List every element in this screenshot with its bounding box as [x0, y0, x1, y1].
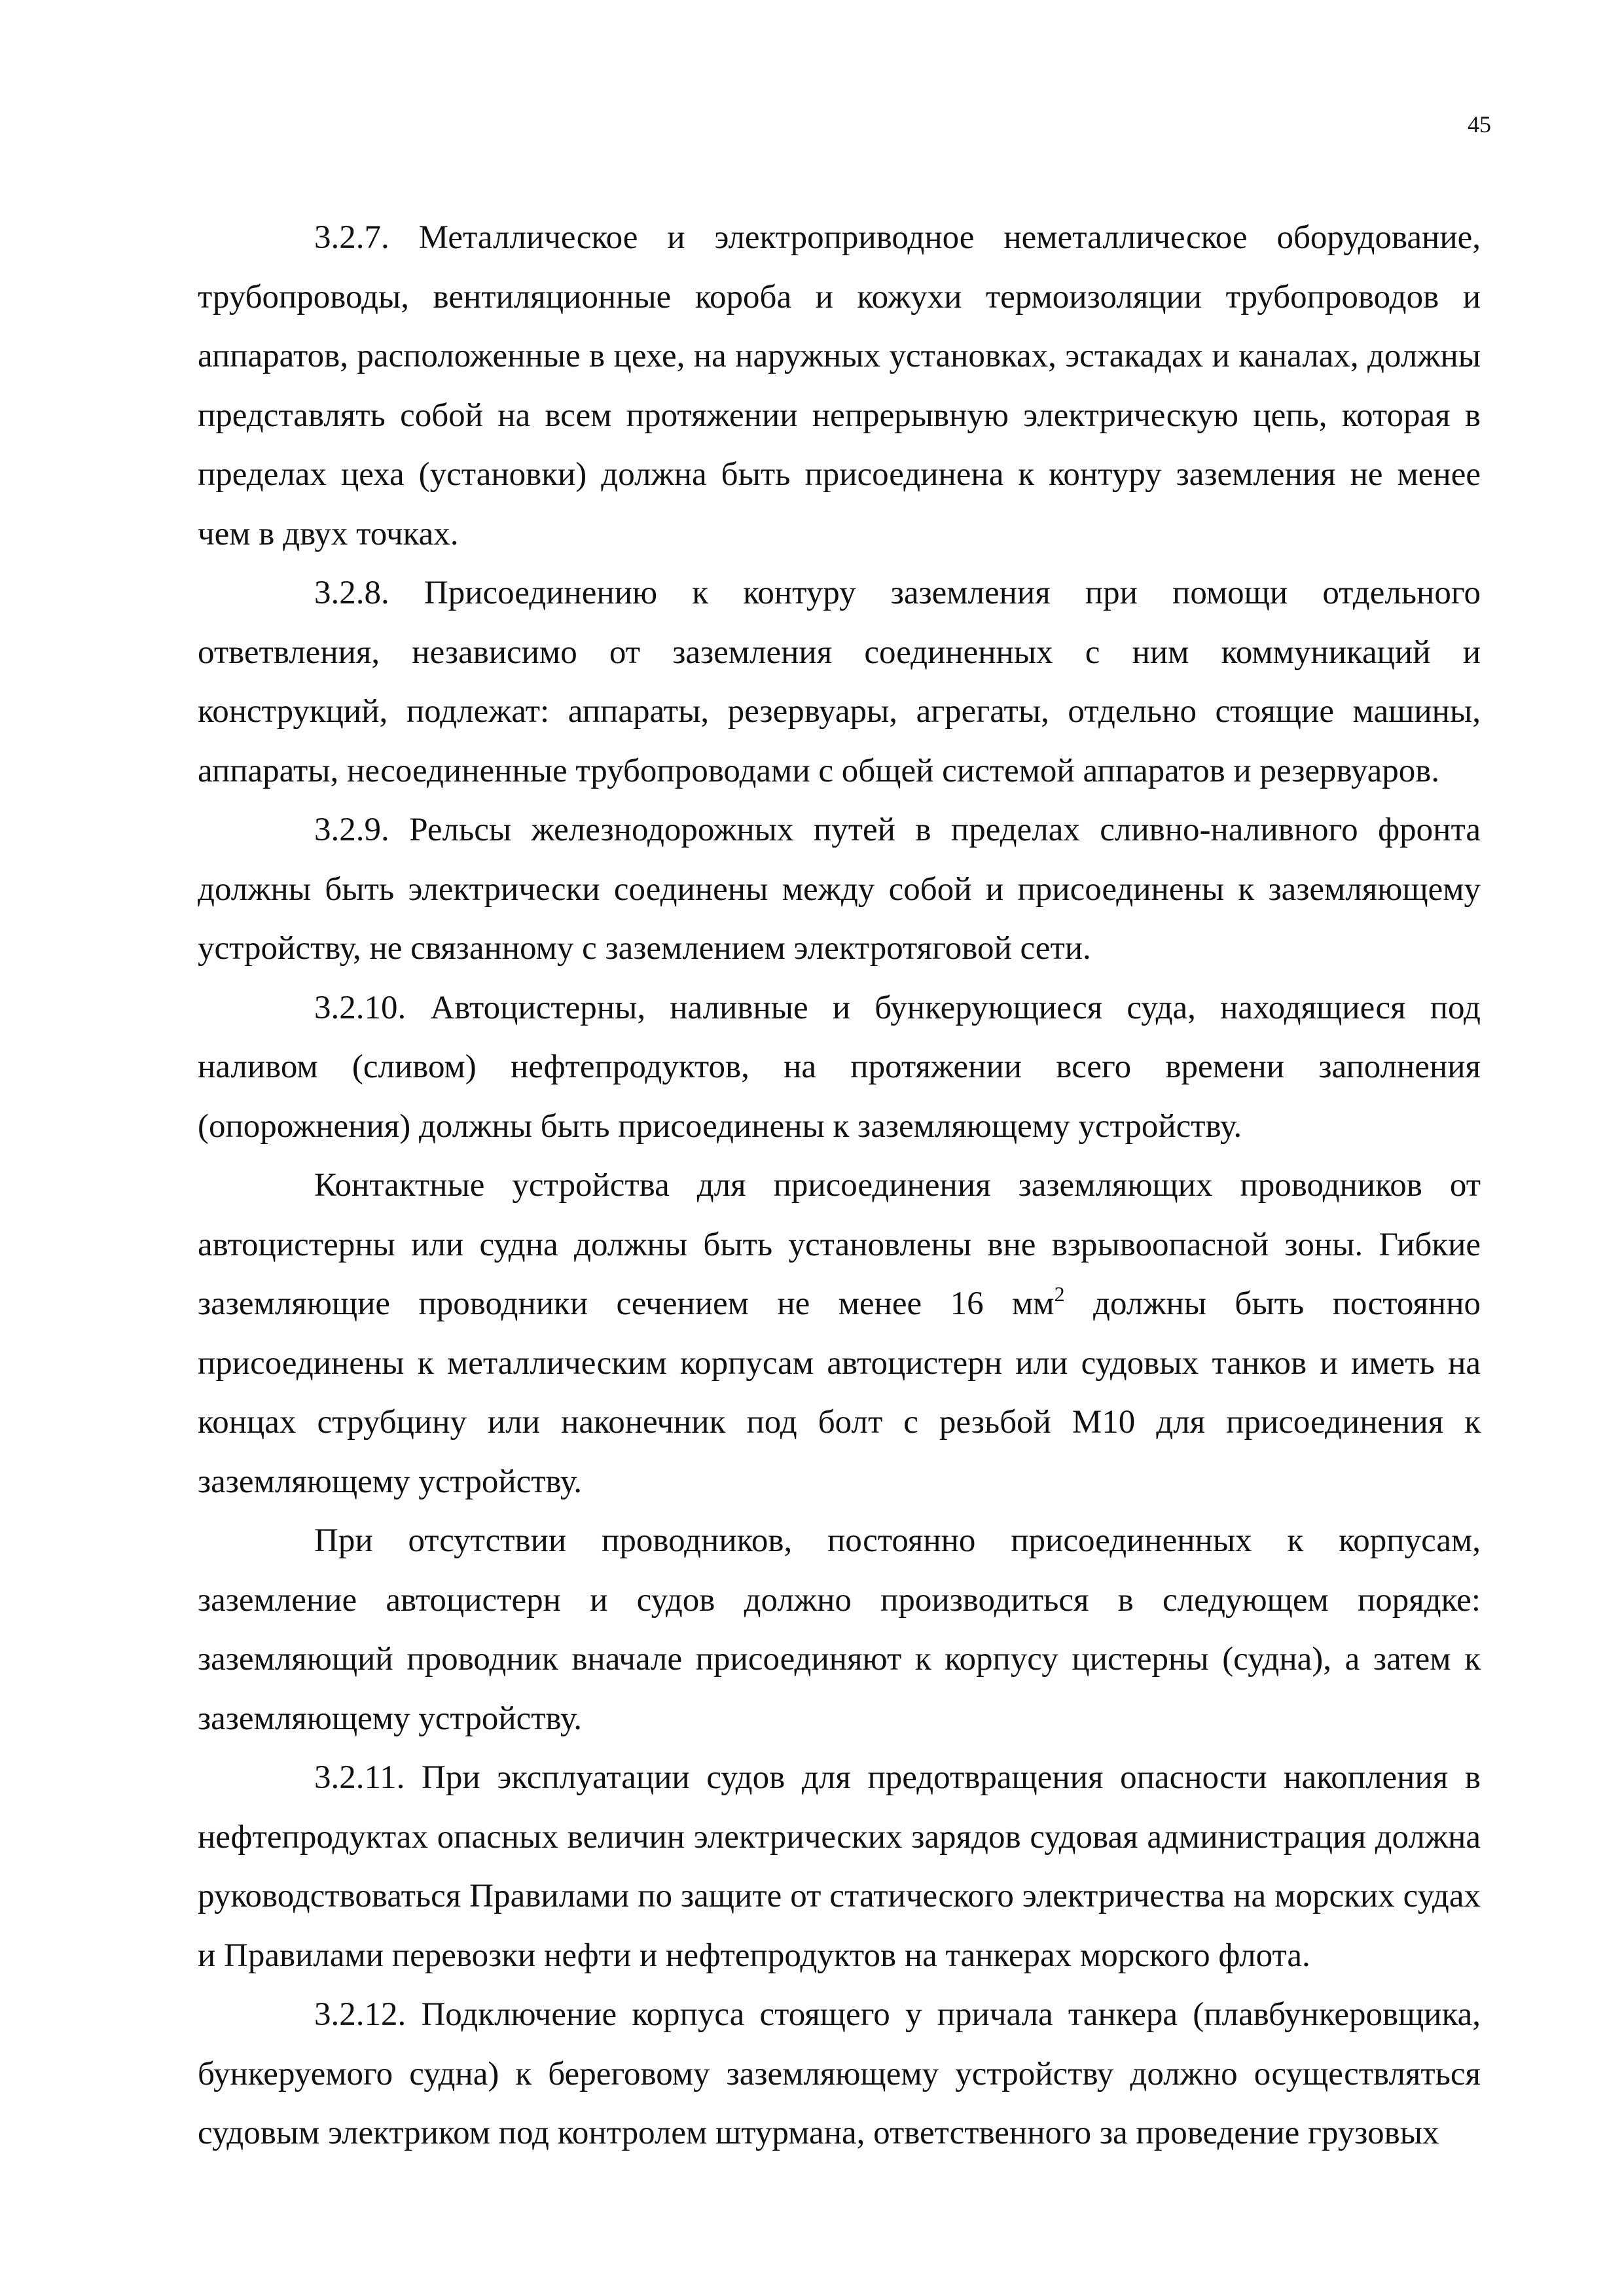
contact-devices-text-start: Контактные устройства для присоединения заземляющих проводников от автоцистерны или судна должны быть установлены вне взрывоопасной зоны. Гибкие заземляющие проводники сечением не менее 16 мм — [198, 1167, 1481, 1322]
paragraph-3-2-10: 3.2.10. Автоцистерны, наливные и бункерующиеся суда, находящиеся под наливом (сливом) нефтепродуктов, на протяжении всего времени заполнения (опорожнения) должны быть присоединены к заземляющему устройству. — [198, 989, 1481, 1145]
page-number: 45 — [1468, 111, 1491, 137]
paragraph-absence-of-conductors: При отсутствии проводников, постоянно присоединенных к корпусам, заземление автоцистерн и судов должно производиться в следующем порядке: заземляющий проводник вначале присоединяют к корпусу цистерны (судна), а затем к заземляющему устройству. — [198, 1522, 1481, 1737]
paragraph-3-2-11: 3.2.11. При эксплуатации судов для предотвращения опасности накопления в нефтепродуктах опасных величин электрических зарядов судовая администрация должна руководствоваться Правилами по защите от статического электричества на морских судах и Правилами перевозки нефти и нефтепродуктов на танкерах морского флота. — [198, 1759, 1481, 1974]
paragraph-3-2-7: 3.2.7. Металлическое и электроприводное неметаллическое оборудование, трубопроводы, вентиляционные короба и кожухи термоизоляции трубопроводов и аппаратов, расположенные в цехе, на наружных установках, эстакадах и каналах, должны представлять собой на всем протяжении непрерывную электрическую цепь, которая в пределах цеха (установки) должна быть присоединена к контуру заземления не менее чем в двух точках. — [198, 219, 1481, 552]
contact-devices-text-end: должны быть постоянно присоединены к металлическим корпусам автоцистерн или судовых танков и иметь на концах струбцину или наконечник под болт с резьбой М10 для присоединения к заземляющему устройству. — [198, 1285, 1481, 1500]
paragraph-3-2-12: 3.2.12. Подключение корпуса стоящего у причала танкера (плавбункеровщика, бункеруемого судна) к береговому заземляющему устройству должно осуществляться судовым электриком под контролем штурмана, ответственного за проведение грузовых — [198, 1996, 1481, 2151]
paragraph-contact-devices — [198, 1156, 1481, 1511]
paragraph-3-2-9: 3.2.9. Рельсы железнодорожных путей в пределах сливно-наливного фронта должны быть электрически соединены между собой и присоединены к заземляющему устройству, не связанному с заземлением электротяговой сети. — [198, 812, 1481, 967]
square-superscript: 2 — [1054, 1282, 1065, 1306]
document-body — [198, 208, 1481, 2163]
paragraph-3-2-8: 3.2.8. Присоединению к контуру заземления при помощи отдельного ответвления, независимо от заземления соединенных с ним коммуникаций и конструкций, подлежат: аппараты, резервуары, агрегаты, отдельно стоящие машины, аппараты, несоединенные трубопроводами с общей системой аппаратов и резервуаров. — [198, 575, 1481, 789]
